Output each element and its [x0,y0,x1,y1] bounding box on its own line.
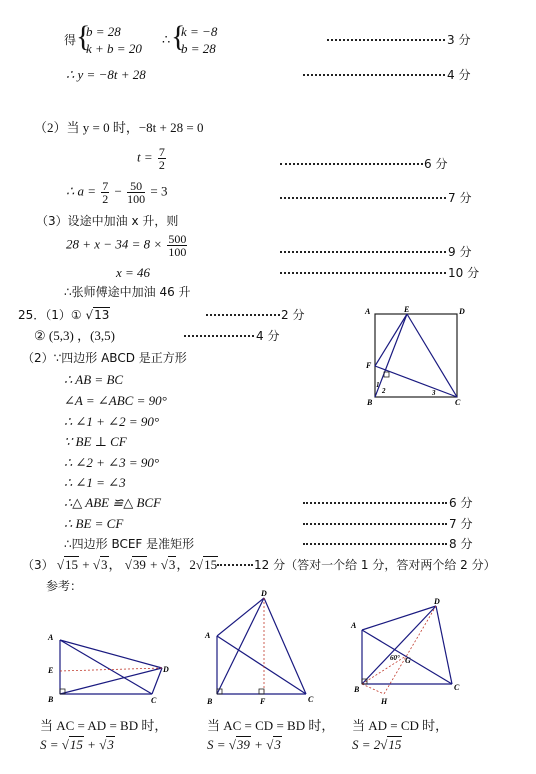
segment-be [375,314,407,397]
dot-leader [327,39,445,41]
sqrt: √15 [380,737,402,752]
dot-leader [280,163,423,165]
plus-sign: + [87,737,96,752]
sqrt: √3 [92,557,108,572]
part3-answer: ∴张师傅途中加油 46 升 [64,285,191,299]
dot-leader [206,314,280,316]
score-7a: 7 分 [448,191,472,205]
segment-dc [436,606,452,684]
frac-den: 2 [102,192,109,206]
caption-1b [40,737,115,753]
a-rhs: = 3 [150,183,168,199]
x-value: x = 46 [116,265,151,280]
proof-step: ∴ ∠2 + ∠3 = 90° [64,455,160,470]
label-c: C [454,683,460,692]
part2-question: （2）当 y = 0 时，−8t + 28 = 0 [34,120,204,135]
proof-step: ∴ ∠1 = ∠3 [64,475,126,490]
proof-step: ∵ BE ⊥ CF [64,434,127,449]
radicand: 15 [65,557,79,572]
s-eq: S = [207,737,226,752]
frac-den: 100 [168,245,187,259]
caption-3a: 当 AD = CD 时， [352,718,449,733]
separator: ， [108,557,122,572]
sqrt: √39 [124,557,146,572]
caption-1a: 当 AC = AD = BD 时， [40,718,168,733]
separator: ，2 [176,557,196,572]
score-7b: 7 分 [449,517,473,531]
caption-3b [352,737,402,753]
sqrt: √3 [160,557,176,572]
fraction [127,180,145,205]
sqrt: √3 [99,737,114,752]
label-a: A [351,621,357,630]
segment-bd [217,598,264,694]
reference-figure-2 [202,588,320,706]
segment-fc [375,366,457,397]
part3-question: （3）设途中加油 x 升，则 [36,214,179,228]
t-equation [137,146,168,171]
sqrt: √39 [228,737,250,752]
label-a: A [365,307,371,316]
label-d: D [434,597,440,606]
radicand: 39 [132,557,146,572]
q25-part1 [18,307,110,323]
frac-num: 500 [168,232,187,246]
part3-label: （3） [22,558,54,572]
segment-dc [152,668,162,694]
s-eq: S = [40,737,59,752]
sqrt: √13 [85,308,110,322]
label-a: A [48,633,54,642]
angle-1: 1 [376,381,380,389]
square-figure [362,304,474,408]
s-eq: S = 2 [352,737,381,752]
sqrt: √15 [195,557,218,572]
proof-step: ∠A = ∠ABC = 90° [64,393,167,408]
fuel-equation [66,233,189,258]
fraction [158,146,166,171]
dot-leader [303,74,445,76]
radicand: 39 [236,737,250,752]
label-b: B [48,695,54,704]
reference-label: 参考： [46,579,83,593]
eq-b: b = 28 [86,24,121,39]
score-4b: 4 分 [256,329,280,343]
label-d: D [261,589,267,598]
fraction [101,180,109,205]
label-d: D [163,665,169,674]
caption-2b [207,737,282,753]
right-angle-mark [259,689,264,694]
radicand: 13 [94,308,110,322]
dot-leader [280,251,446,253]
label-c: C [151,696,157,704]
label-e: E [48,666,54,675]
proof-step: ∴ ∠1 + ∠2 = 90° [64,414,160,429]
angle-60: 60° [390,654,400,662]
label-g: G [405,656,411,665]
dot-leader [280,197,446,199]
dot-leader [217,564,253,566]
q25-part2-head: （2）∵四边形 ABCD 是正方形 [22,351,187,365]
label-e: E [404,305,410,314]
reference-figure-3 [348,596,468,708]
segment-ac [60,640,152,694]
plus-sign: + [254,737,263,752]
label-b: B [207,697,213,706]
segment-fe [375,314,407,366]
score-9: 9 分 [448,245,472,259]
score-2: 2 分 [281,308,305,322]
proof-step: ∴ AB = BC [64,372,124,387]
score-6a: 6 分 [424,157,448,171]
eq-lhs: 28 + x − 34 = 8 × [66,236,163,252]
a-lhs: ∴ a = [66,183,97,199]
segment-bd [60,668,162,694]
radicand: 15 [388,737,402,752]
reference-figure-1 [44,628,172,704]
sqrt: √15 [61,737,83,752]
score-3: 3 分 [447,33,471,47]
label-d: D [459,307,465,316]
label-c: C [455,398,461,407]
radicand: 15 [204,557,218,572]
segment-ad [60,640,162,668]
label-f: F [366,361,372,370]
radicand: 3 [101,557,108,572]
label-b: B [367,398,373,407]
dot-leader [303,523,447,525]
segment-ac [217,636,306,694]
eq-b2: b = 28 [181,41,216,56]
label-h: H [381,697,388,706]
sqrt: √3 [266,737,281,752]
angle-3: 3 [432,389,436,397]
radicand: 3 [168,557,176,572]
radicand: 15 [69,737,83,752]
label-a: A [205,631,211,640]
plus-sign: + [150,557,158,572]
proof-step: ∴ BE = CF [64,516,124,531]
sqrt: √15 [56,557,79,572]
aux-line-dh [384,606,436,694]
a-equation [66,180,167,205]
frac-num: 7 [102,179,109,193]
eq-k: k = −8 [181,24,218,39]
score-10: 10 分 [448,266,480,280]
right-brace: { [171,20,186,53]
frac-den: 2 [158,158,165,172]
caption-2a: 当 AC = CD = BD 时， [207,718,335,733]
segment-ec [407,314,457,397]
dot-leader [184,335,254,337]
y-equation: ∴ y = −8t + 28 [66,67,146,82]
q25-part3 [22,557,218,573]
square-abcd [375,314,457,397]
angle-2: 2 [382,387,386,395]
t-lhs: t = [137,149,153,165]
eq-kb: k + b = 20 [86,41,142,56]
de-text: 得 [64,33,77,47]
score-6b: 6 分 [449,496,473,510]
frac-num: 7 [158,145,165,159]
fraction [167,233,187,258]
dot-leader [303,502,447,504]
left-brace: { [76,20,91,53]
score-8: 8 分 [449,537,473,551]
minus-sign: − [114,183,122,199]
label-b: B [354,685,360,694]
radicand: 3 [107,737,114,752]
dot-leader [280,272,446,274]
frac-num: 50 [127,180,145,193]
radicand: 3 [274,737,281,752]
dot-leader [303,543,447,545]
score-4: 4 分 [447,68,471,82]
aux-line-bh [362,684,384,694]
therefore-sign: ∴ [162,32,171,47]
q25-part1b: ② (5,3) ，(3,5) [34,328,115,343]
label-f: F [260,697,266,706]
frac-den: 100 [127,192,146,206]
q25-label: 25．（1）① [18,308,82,322]
label-c: C [308,695,314,704]
proof-step: ∴四边形 BCEF 是准矩形 [64,537,195,551]
segment-ad [217,598,264,636]
plus-sign: + [82,557,90,572]
score-12: 12 分（答对一个给 1 分，答对两个给 2 分） [254,558,496,572]
proof-step: ∴△ ABE ≌△ BCF [64,495,162,510]
